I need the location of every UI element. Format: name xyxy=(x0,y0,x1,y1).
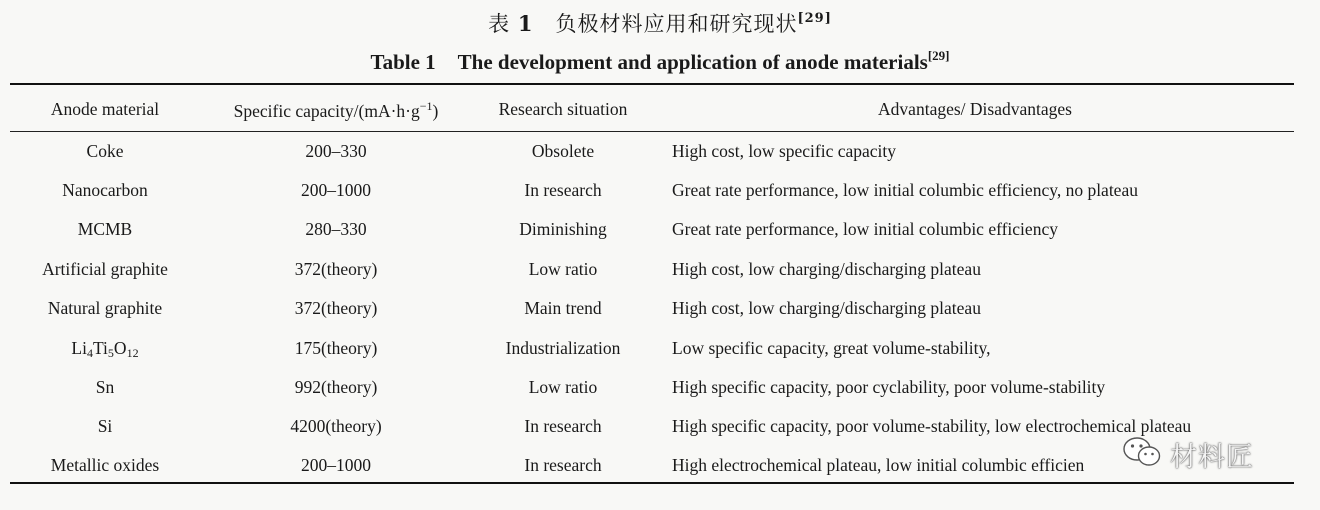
header-research-situation: Research situation xyxy=(498,99,628,119)
header-specific-capacity: Specific capacity/$(mA\cdot h\cdot g^{-1})$ xyxy=(233,99,439,121)
title-cn-label: 表 xyxy=(488,12,511,36)
table-row xyxy=(0,219,1320,257)
cell-material: Si xyxy=(97,416,113,436)
table-title-english xyxy=(0,48,1320,75)
cell-notes: Low specific capacity, great volume-stability, xyxy=(672,338,991,358)
cell-situation: In research xyxy=(524,455,602,475)
cell-notes: High electrochemical plateau, low initial columbic efficien xyxy=(672,455,1085,475)
table-header-rule xyxy=(10,131,1294,132)
title-cn-reference: [29] xyxy=(797,11,832,26)
cell-material: Coke xyxy=(86,141,124,161)
cell-situation: Industrialization xyxy=(505,338,621,358)
cell-capacity: 372(theory) xyxy=(294,259,378,279)
cell-notes: High cost, low charging/discharging plateau xyxy=(672,298,981,318)
cell-material: Artificial graphite xyxy=(42,259,168,279)
title-cn-number: 1 xyxy=(517,11,534,36)
table-row xyxy=(0,338,1320,376)
table-bottom-rule xyxy=(10,482,1294,484)
cell-material: MCMB xyxy=(77,219,133,239)
cell-material: Sn xyxy=(95,377,115,397)
watermark-text: 材料匠 xyxy=(1170,441,1254,473)
wechat-icon xyxy=(1122,435,1162,474)
table-row xyxy=(0,141,1320,179)
cell-capacity: 4200(theory) xyxy=(290,416,382,436)
cell-material: Metallic oxides xyxy=(50,455,160,475)
cell-material: Natural graphite xyxy=(47,298,163,318)
header-anode-material: Anode material xyxy=(50,99,160,119)
table-row xyxy=(0,298,1320,336)
title-en-label: Table xyxy=(370,50,420,74)
cell-capacity: 992(theory) xyxy=(294,377,378,397)
cell-notes: Great rate performance, low initial columbic efficiency xyxy=(672,219,1058,239)
cell-capacity: 200–1000 xyxy=(301,180,371,200)
title-en-reference: [29] xyxy=(927,48,950,63)
cell-situation: Obsolete xyxy=(531,141,595,161)
cell-material-formula: $Li_4Ti_5O_{12}$ xyxy=(71,338,139,360)
cell-capacity: 200–330 xyxy=(305,141,367,161)
cell-notes: High cost, low specific capacity xyxy=(672,141,897,161)
cell-notes: High specific capacity, poor cyclability, poor volume-stability xyxy=(672,377,1106,397)
cell-situation: Main trend xyxy=(524,298,602,318)
cell-notes: High cost, low charging/discharging plateau xyxy=(672,259,981,279)
table-row xyxy=(0,180,1320,218)
table-top-rule xyxy=(10,83,1294,85)
table-row xyxy=(0,259,1320,297)
cell-material: Nanocarbon xyxy=(62,180,148,200)
cell-situation: Low ratio xyxy=(528,377,598,397)
title-en-text: The development and application of anode materials xyxy=(457,50,928,74)
cell-notes: High specific capacity, poor volume-stability, low electrochemical plateau xyxy=(672,416,1192,436)
title-en-number: 1 xyxy=(425,50,436,74)
table-title-chinese xyxy=(0,8,1320,38)
cell-capacity: 372(theory) xyxy=(294,298,378,318)
title-cn-text: 负极材料应用和研究现状 xyxy=(555,12,798,36)
watermark xyxy=(1122,432,1254,476)
cell-notes: Great rate performance, low initial columbic efficiency, no plateau xyxy=(672,180,1138,200)
cell-situation: In research xyxy=(524,180,602,200)
cell-capacity: 200–1000 xyxy=(301,455,371,475)
cell-capacity: 280–330 xyxy=(305,219,367,239)
cell-situation: In research xyxy=(524,416,602,436)
cell-situation: Low ratio xyxy=(528,259,598,279)
table-row xyxy=(0,377,1320,415)
cell-situation: Diminishing xyxy=(519,219,607,239)
header-advantages: Advantages/ Disadvantages xyxy=(878,99,1072,119)
cell-capacity: 175(theory) xyxy=(294,338,378,358)
